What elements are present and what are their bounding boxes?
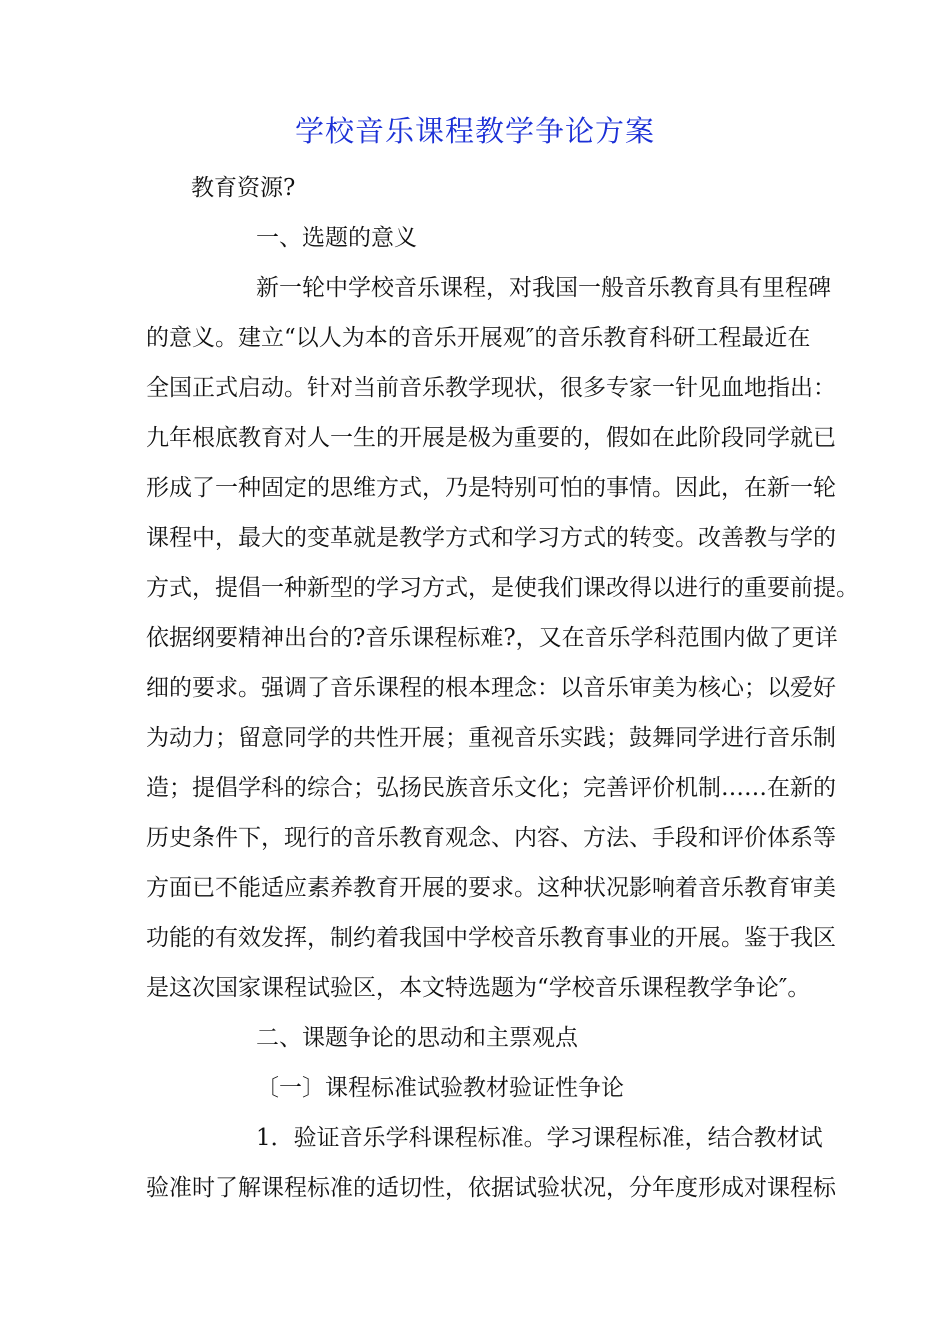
paragraph-line: 九年根底教育对人一生的开展是极为重要的，假如在此阶段同学就已 [146,425,836,451]
paragraph-line: 全国正式启动。针对当前音乐教学现状，很多专家一针见血地指出： [146,375,836,401]
paragraph-line: 的意义。建立“以人为本的音乐开展观″的音乐教育科研工程最近在 [146,325,811,351]
paragraph-line: 细的要求。强调了音乐课程的根本理念：以音乐审美为核心；以爱好 [146,675,836,701]
paragraph-line: 造；提倡学科的综合；弘扬民族音乐文化；完善评价机制……在新的 [146,775,836,801]
paragraph-line: 方式，提倡一种新型的学习方式，是使我们课改得以进行的重要前提。 [146,575,859,601]
paragraph-line: 功能的有效发挥，制约着我国中学校音乐教育事业的开展。鉴于我区 [146,925,836,951]
paragraph-line: 1．验证音乐学科课程标准。学习课程标准，结合教材试 [256,1125,823,1151]
document-title: 学校音乐课程教学争论方案 [294,114,655,148]
paragraph-line: 是这次国家课程试验区，本文特选题为“学校音乐课程教学争论″。 [146,975,811,1001]
paragraph-line: 新一轮中学校音乐课程，对我国一般音乐教育具有里程碑 [256,275,831,301]
paragraph-line: 依据纲要精神出台的?音乐课程标难?，又在音乐学科范围内做了更详 [146,625,838,651]
paragraph-line: 为动力；留意同学的共性开展；重视音乐实践；鼓舞同学进行音乐制 [146,725,836,751]
section-heading-2: 二、课题争论的思动和主票观点 [256,1025,578,1051]
source-note: 教育资源? [191,175,296,201]
paragraph-line: 课程中，最大的变革就是教学方式和学习方式的转变。改善教与学的 [146,525,836,551]
paragraph-line: 验准时了解课程标准的适切性，依据试验状况，分年度形成对课程标 [146,1175,836,1201]
subsection-heading: 〔一〕课程标准试验教材验证性争论 [256,1075,624,1101]
paragraph-line: 形成了一种固定的思维方式，乃是特别可怕的事情。因此，在新一轮 [146,475,836,501]
paragraph-line: 方面已不能适应素养教育开展的要求。这种状况影响着音乐教育审美 [146,875,836,901]
paragraph-line: 历史条件下，现行的音乐教育观念、内容、方法、手段和评价体系等 [146,825,836,851]
section-heading-1: 一、选题的意义 [256,225,417,251]
